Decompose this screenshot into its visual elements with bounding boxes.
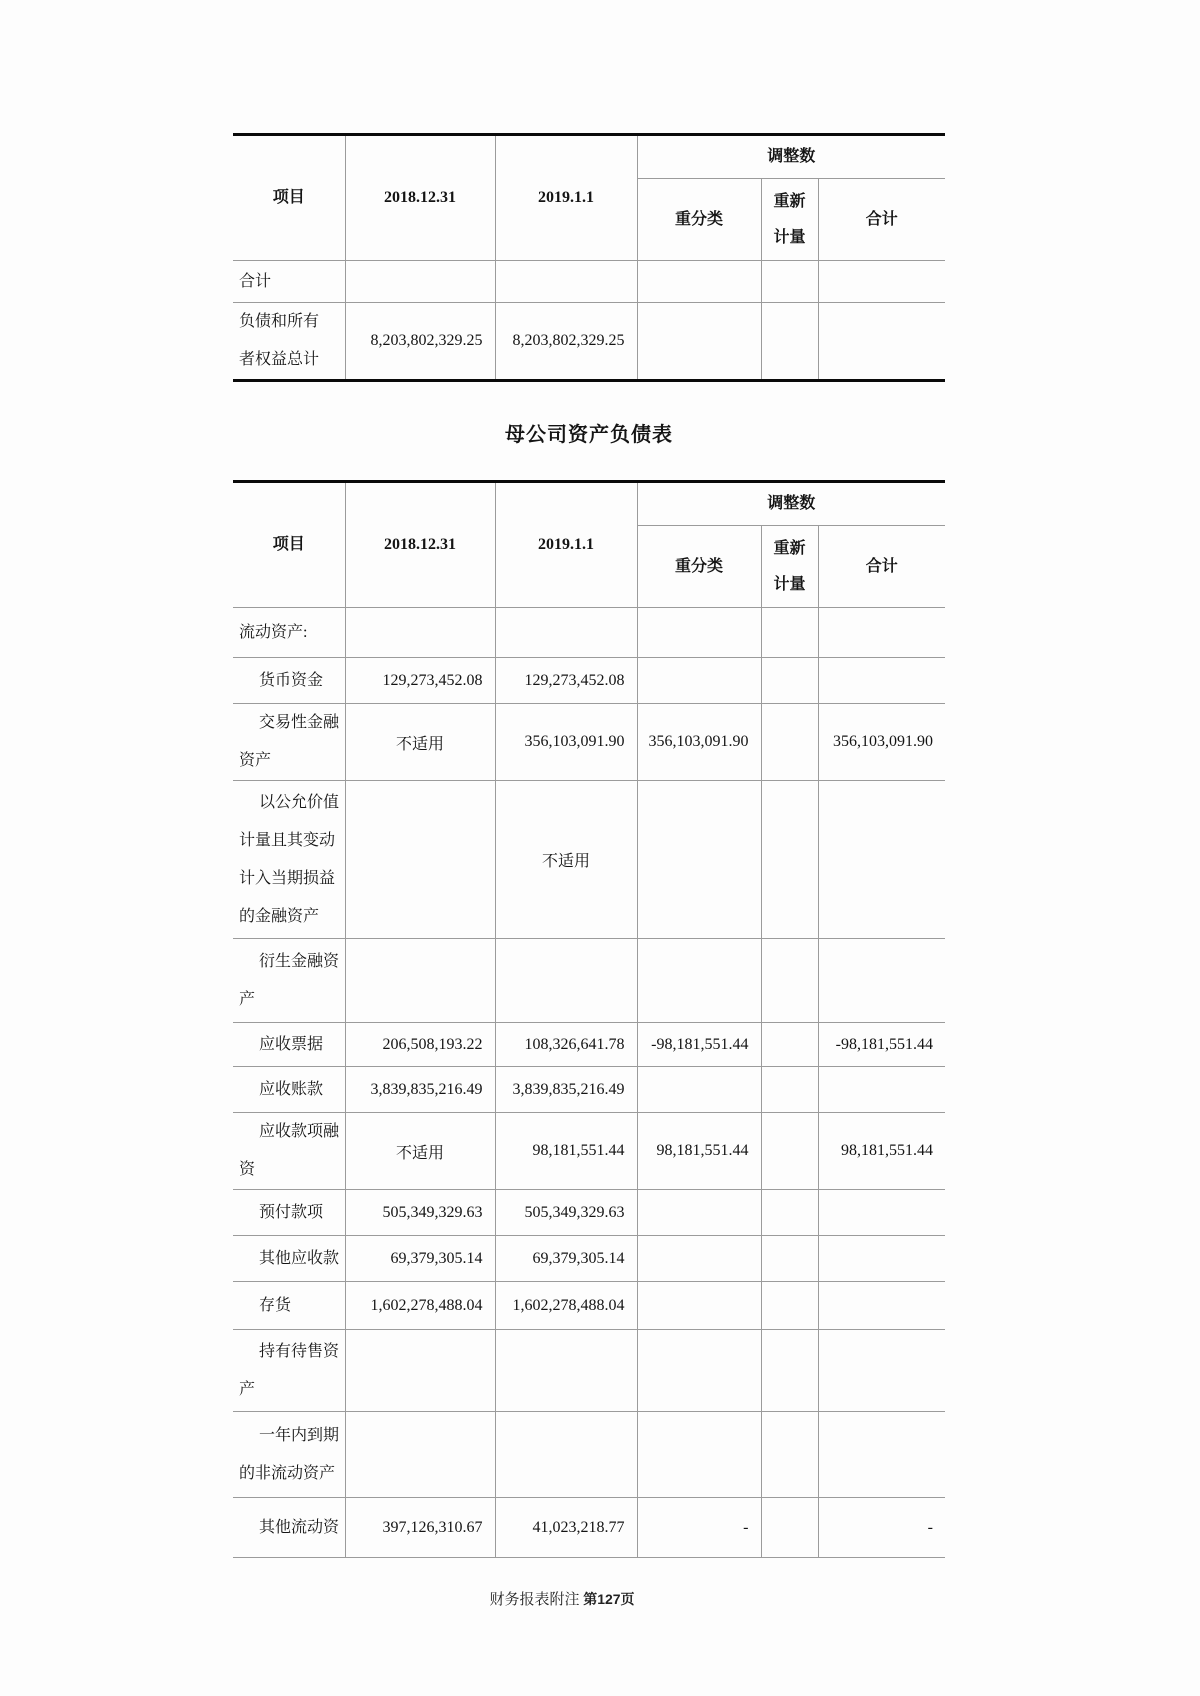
table-row	[233, 608, 945, 658]
header-adjustments: 调整数	[637, 135, 945, 179]
cell-total: -98,181,551.44	[818, 1023, 945, 1067]
cell-reclass	[637, 303, 761, 381]
table-row	[233, 781, 945, 939]
cell-reclass	[637, 261, 761, 303]
cell-total: 98,181,551.44	[818, 1113, 945, 1190]
cell-2018: 129,273,452.08	[345, 658, 495, 704]
cell-reclass: 98,181,551.44	[637, 1113, 761, 1190]
header-item: 项目	[233, 482, 345, 608]
cell-total	[818, 1412, 945, 1498]
header-reclassification: 重分类	[637, 179, 761, 261]
cell-2019: 129,273,452.08	[495, 658, 637, 704]
header-date-2019: 2019.1.1	[495, 135, 637, 261]
top-balance-table	[233, 133, 945, 382]
row-label: 流动资产:	[233, 608, 345, 658]
cell-total	[818, 939, 945, 1023]
cell-2019	[495, 1412, 637, 1498]
row-label: 衍生金融资 产	[233, 939, 345, 1023]
cell-reclass	[637, 608, 761, 658]
cell-reclass	[637, 658, 761, 704]
footer-page-number: 第127页	[583, 1591, 635, 1607]
cell-remeasure	[761, 704, 818, 781]
cell-reclass	[637, 1236, 761, 1282]
page-footer	[0, 1588, 1124, 1609]
row-label: 交易性金融 资产	[233, 704, 345, 781]
cell-2018	[345, 1412, 495, 1498]
cell-remeasure	[761, 658, 818, 704]
cell-total	[818, 1236, 945, 1282]
cell-remeasure	[761, 1113, 818, 1190]
cell-2018: 8,203,802,329.25	[345, 303, 495, 381]
cell-2019: 不适用	[495, 781, 637, 939]
row-label: 以公允价值 计量且其变动 计入当期损益 的金融资产	[233, 781, 345, 939]
cell-2019	[495, 939, 637, 1023]
section-title: 母公司资产负债表	[505, 424, 673, 446]
table-row	[233, 261, 945, 303]
cell-2018	[345, 608, 495, 658]
cell-2018: 3,839,835,216.49	[345, 1067, 495, 1113]
table-row	[233, 1023, 945, 1067]
cell-remeasure	[761, 939, 818, 1023]
cell-2018: 不适用	[345, 704, 495, 781]
row-label: 应收账款	[233, 1067, 345, 1113]
table-row	[233, 1190, 945, 1236]
cell-2018: 不适用	[345, 1113, 495, 1190]
cell-total: 356,103,091.90	[818, 704, 945, 781]
cell-total	[818, 261, 945, 303]
cell-reclass: 356,103,091.90	[637, 704, 761, 781]
cell-2019	[495, 1330, 637, 1412]
cell-2019: 356,103,091.90	[495, 704, 637, 781]
footer-label: 财务报表附注	[489, 1592, 580, 1608]
row-label: 其他应收款	[233, 1236, 345, 1282]
cell-2019: 41,023,218.77	[495, 1498, 637, 1558]
cell-remeasure	[761, 1190, 818, 1236]
header-date-2018: 2018.12.31	[345, 482, 495, 608]
row-label: 应收款项融 资	[233, 1113, 345, 1190]
row-label: 存货	[233, 1282, 345, 1330]
cell-2019: 8,203,802,329.25	[495, 303, 637, 381]
header-adjustments: 调整数	[637, 482, 945, 526]
row-label: 一年内到期 的非流动资产	[233, 1412, 345, 1498]
cell-2018	[345, 1330, 495, 1412]
cell-2019: 505,349,329.63	[495, 1190, 637, 1236]
cell-2018: 397,126,310.67	[345, 1498, 495, 1558]
cell-remeasure	[761, 1330, 818, 1412]
header-remeasurement: 重新 计量	[761, 179, 818, 261]
cell-reclass	[637, 1282, 761, 1330]
cell-total	[818, 1067, 945, 1113]
header-total: 合计	[818, 179, 945, 261]
cell-reclass	[637, 1330, 761, 1412]
table-row	[233, 1330, 945, 1412]
cell-total	[818, 303, 945, 381]
cell-reclass	[637, 781, 761, 939]
cell-2018: 505,349,329.63	[345, 1190, 495, 1236]
header-item: 项目	[233, 135, 345, 261]
cell-2019: 98,181,551.44	[495, 1113, 637, 1190]
cell-remeasure	[761, 781, 818, 939]
cell-2019: 69,379,305.14	[495, 1236, 637, 1282]
table-row	[233, 1282, 945, 1330]
cell-remeasure	[761, 608, 818, 658]
header-total: 合计	[818, 526, 945, 608]
cell-total	[818, 608, 945, 658]
cell-2018	[345, 261, 495, 303]
row-label: 持有待售资 产	[233, 1330, 345, 1412]
cell-2018: 206,508,193.22	[345, 1023, 495, 1067]
cell-total	[818, 1330, 945, 1412]
row-label: 货币资金	[233, 658, 345, 704]
row-label: 应收票据	[233, 1023, 345, 1067]
cell-2019: 108,326,641.78	[495, 1023, 637, 1067]
table-row	[233, 1067, 945, 1113]
cell-2018: 69,379,305.14	[345, 1236, 495, 1282]
header-remeasurement: 重新 计量	[761, 526, 818, 608]
cell-total	[818, 1282, 945, 1330]
cell-remeasure	[761, 1236, 818, 1282]
cell-total: -	[818, 1498, 945, 1558]
cell-remeasure	[761, 1412, 818, 1498]
cell-remeasure	[761, 303, 818, 381]
header-reclassification: 重分类	[637, 526, 761, 608]
header-date-2019: 2019.1.1	[495, 482, 637, 608]
table-row	[233, 1412, 945, 1498]
table-row	[233, 1498, 945, 1558]
parent-balance-table	[233, 480, 945, 1558]
table-row	[233, 303, 945, 381]
cell-remeasure	[761, 1282, 818, 1330]
cell-remeasure	[761, 261, 818, 303]
table-row	[233, 939, 945, 1023]
cell-remeasure	[761, 1498, 818, 1558]
cell-remeasure	[761, 1023, 818, 1067]
cell-2018	[345, 781, 495, 939]
cell-reclass	[637, 1190, 761, 1236]
table-row	[233, 658, 945, 704]
header-date-2018: 2018.12.31	[345, 135, 495, 261]
cell-reclass	[637, 1412, 761, 1498]
cell-total	[818, 1190, 945, 1236]
table-row	[233, 704, 945, 781]
cell-2018: 1,602,278,488.04	[345, 1282, 495, 1330]
table-row	[233, 1113, 945, 1190]
cell-total	[818, 781, 945, 939]
table-row	[233, 1236, 945, 1282]
cell-reclass: -	[637, 1498, 761, 1558]
cell-2019	[495, 608, 637, 658]
cell-2018	[345, 939, 495, 1023]
cell-2019: 3,839,835,216.49	[495, 1067, 637, 1113]
cell-2019: 1,602,278,488.04	[495, 1282, 637, 1330]
cell-reclass	[637, 939, 761, 1023]
row-label: 预付款项	[233, 1190, 345, 1236]
cell-2019	[495, 261, 637, 303]
cell-reclass	[637, 1067, 761, 1113]
cell-total	[818, 658, 945, 704]
row-label: 其他流动资	[233, 1498, 345, 1558]
cell-remeasure	[761, 1067, 818, 1113]
row-label: 合计	[233, 261, 345, 303]
cell-reclass: -98,181,551.44	[637, 1023, 761, 1067]
row-label: 负债和所有 者权益总计	[233, 303, 345, 381]
